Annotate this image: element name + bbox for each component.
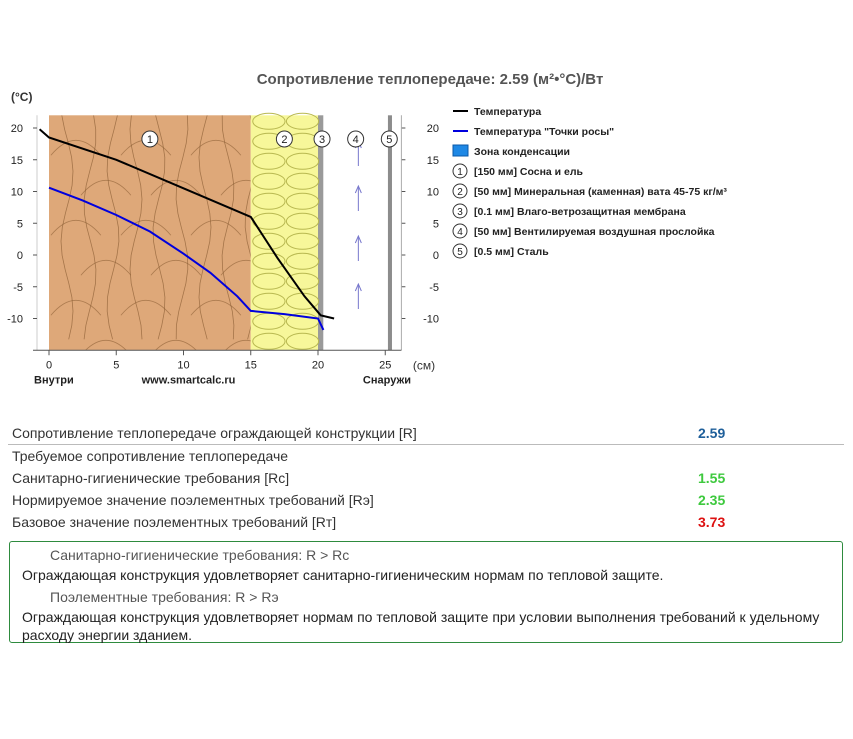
legend-rect-swatch bbox=[453, 145, 468, 156]
legend-num: 1 bbox=[457, 167, 463, 178]
result-row-rc bbox=[8, 467, 844, 489]
legend-label: [0.5 мм] Сталь bbox=[474, 246, 549, 258]
layer-marker-number: 2 bbox=[281, 134, 288, 146]
y-tick-left: 15 bbox=[10, 154, 23, 167]
result-row-re bbox=[8, 489, 844, 511]
y-tick-left: 10 bbox=[10, 186, 23, 199]
conclusion-caption-2: Поэлементные требования: R > Rэ bbox=[50, 589, 279, 605]
y-tick-right: 5 bbox=[432, 218, 439, 231]
y-tick-left: 20 bbox=[10, 123, 23, 135]
y-tick-right: 20 bbox=[426, 123, 439, 135]
layer-marker-number: 4 bbox=[352, 134, 359, 146]
x-tick-label: 5 bbox=[113, 359, 120, 372]
conclusion-text-2b: расходу энергии зданием. bbox=[22, 627, 192, 643]
outside-label: Снаружи bbox=[362, 374, 412, 387]
x-tick-label: 25 bbox=[379, 359, 392, 372]
y-tick-right: 10 bbox=[426, 186, 439, 199]
x-axis-label: (см) bbox=[412, 358, 436, 373]
x-tick-label: 15 bbox=[244, 359, 257, 372]
layer-air bbox=[323, 115, 388, 350]
rc-label: Санитарно-гигиенические требования [Rc] bbox=[12, 470, 290, 486]
layer-marker-number: 1 bbox=[146, 134, 153, 146]
legend-label: Температура "Точки росы" bbox=[474, 126, 615, 138]
y-tick-right: -10 bbox=[423, 313, 439, 326]
chart-title: Сопротивление теплопередаче: 2.59 (м²•°C)/Вт bbox=[256, 71, 604, 88]
legend-num: 4 bbox=[457, 227, 463, 238]
layer-marker-number: 3 bbox=[318, 134, 326, 146]
legend-label: Температура bbox=[474, 106, 542, 118]
rc-value: 1.55 bbox=[698, 470, 726, 486]
results-table bbox=[8, 422, 844, 533]
re-label: Нормируемое значение поэлементных требований [Rэ] bbox=[12, 492, 374, 508]
y-tick-left: 5 bbox=[16, 218, 23, 231]
result-row-r bbox=[8, 422, 844, 445]
site-label: www.smartcalc.ru bbox=[141, 374, 236, 387]
legend-label: [50 мм] Вентилируемая воздушная прослойка bbox=[474, 226, 715, 238]
legend-label: [50 мм] Минеральная (каменная) вата 45-75 кг/м³ bbox=[474, 186, 727, 198]
conclusion-text-1: Ограждающая конструкция удовлетворяет санитарно-гигиеническим нормам по тепловой защите. bbox=[22, 567, 664, 583]
y-tick-left: -5 bbox=[13, 281, 23, 294]
legend-num: 3 bbox=[457, 207, 463, 218]
layer-steel bbox=[388, 115, 392, 350]
y-tick-right: 0 bbox=[432, 250, 439, 262]
y-axis-label: (°C) bbox=[11, 90, 33, 104]
legend-label: [150 мм] Сосна и ель bbox=[474, 166, 584, 178]
legend-label: [0.1 мм] Влаго-ветрозащитная мембрана bbox=[474, 206, 686, 218]
x-tick-label: 10 bbox=[177, 359, 190, 372]
y-tick-left: -10 bbox=[7, 313, 23, 326]
r-value: 2.59 bbox=[698, 425, 726, 441]
y-tick-left: 0 bbox=[16, 250, 23, 262]
y-tick-right: 15 bbox=[426, 154, 439, 167]
result-row-required bbox=[8, 445, 844, 467]
x-tick-label: 0 bbox=[45, 359, 53, 372]
layer-marker-number: 5 bbox=[386, 134, 393, 146]
rt-label: Базовое значение поэлементных требований [Rт] bbox=[12, 514, 337, 530]
required-label: Требуемое сопротивление теплопередаче bbox=[12, 448, 289, 464]
layer-wood bbox=[49, 115, 251, 350]
legend-num: 5 bbox=[457, 247, 463, 258]
conclusion-caption-1: Санитарно-гигиенические требования: R > Rc bbox=[50, 547, 350, 563]
re-value: 2.35 bbox=[698, 492, 726, 508]
legend-label: Зона конденсации bbox=[474, 146, 570, 158]
inside-label: Внутри bbox=[34, 374, 74, 387]
rt-value: 3.73 bbox=[698, 514, 726, 530]
result-row-rt bbox=[8, 511, 844, 533]
y-tick-right: -5 bbox=[429, 281, 439, 294]
r-label: Сопротивление теплопередаче ограждающей конструкции [R] bbox=[12, 425, 417, 441]
conclusion-text-2a: Ограждающая конструкция удовлетворяет нормам по тепловой защите при условии выполнения требований к удельному bbox=[22, 609, 820, 625]
conclusions-box bbox=[9, 541, 843, 643]
legend-num: 2 bbox=[457, 187, 463, 198]
x-tick-label: 20 bbox=[311, 359, 325, 372]
